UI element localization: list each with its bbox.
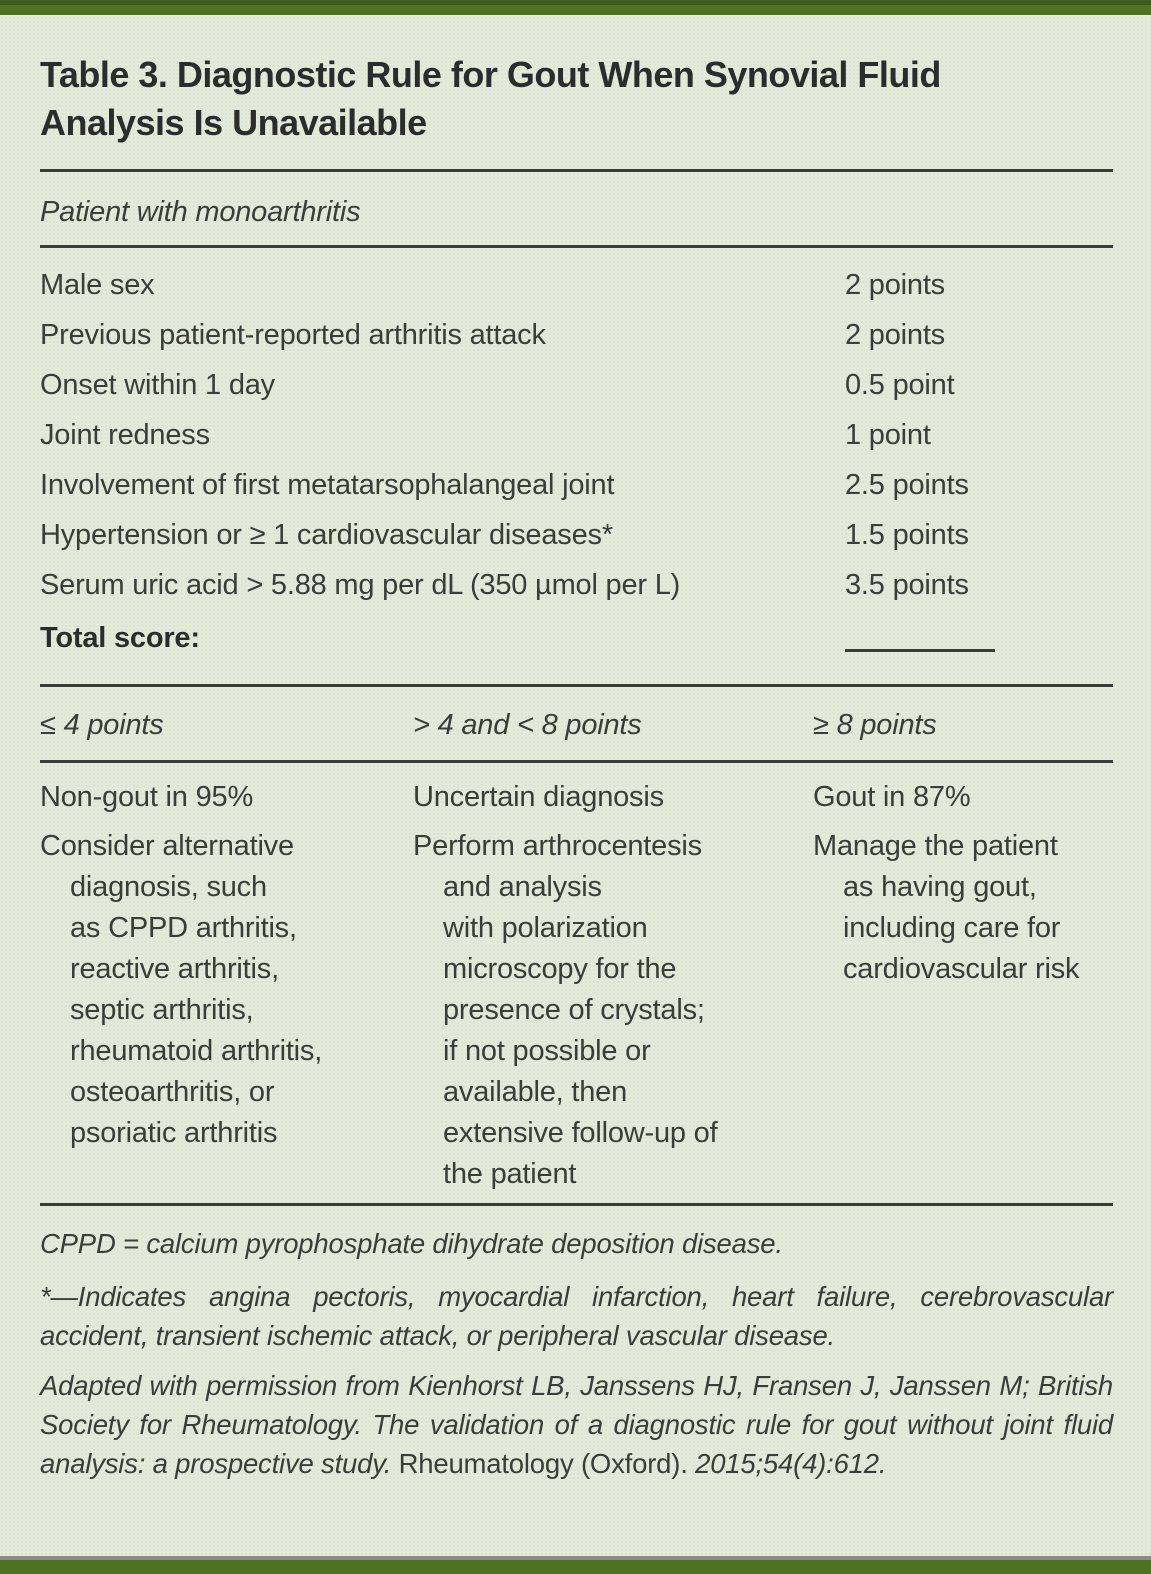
outcome-detail-mid — [413, 826, 813, 1195]
divider-under-patient-header — [40, 245, 1113, 248]
outcome-detail-line: osteoarthritis, or — [70, 1076, 275, 1108]
outcome-result-low: Non-gout in 95% — [40, 781, 254, 813]
criterion-points: 2.5 points — [845, 468, 969, 501]
outcome-detail-line: rheumatoid arthritis, — [70, 1035, 323, 1067]
criterion-row — [40, 560, 1113, 610]
total-score-row — [40, 612, 1113, 664]
outcome-detail-line: Manage the patient — [813, 830, 1058, 862]
criteria-table — [40, 260, 1113, 610]
outcome-detail-line: and analysis — [443, 871, 602, 903]
footnote-asterisk: *—Indicates angina pectoris, myocardial infarction, heart failure, cerebrovascular accident, transient ischemic attack, or peripheral vascular disease. — [40, 1281, 1113, 1351]
outcome-detail-line: available, then — [443, 1076, 628, 1108]
table-title-line: Analysis Is Unavailable — [40, 102, 427, 143]
footnote-citation-part: 2015;54(4):612. — [695, 1448, 887, 1479]
criterion-row — [40, 310, 1113, 360]
patient-header: Patient with monoarthritis — [40, 196, 361, 228]
outcome-detail-line: including care for — [843, 912, 1061, 944]
outcome-detail-line: as CPPD arthritis, — [70, 912, 297, 944]
outcome-detail-line: cardiovascular risk — [843, 953, 1080, 985]
outcome-column-low — [40, 777, 413, 1195]
criterion-label: Male sex — [40, 268, 155, 301]
criterion-label: Joint redness — [40, 418, 210, 451]
outcome-result-high: Gout in 87% — [813, 781, 971, 813]
range-header-mid: > 4 and < 8 points — [413, 709, 642, 741]
outcome-detail-line: diagnosis, such — [70, 871, 267, 903]
criterion-points: 1.5 points — [845, 518, 969, 551]
outcome-detail-line: presence of crystals; — [443, 994, 705, 1026]
outcome-detail-low — [40, 826, 413, 1154]
outcome-detail-line: as having gout, — [843, 871, 1037, 903]
outcome-detail-line: psoriatic arthritis — [70, 1117, 278, 1149]
criterion-row — [40, 460, 1113, 510]
outcome-result-mid: Uncertain diagnosis — [413, 781, 664, 813]
outcome-column-high — [813, 777, 1113, 1195]
criterion-row — [40, 410, 1113, 460]
criterion-row — [40, 510, 1113, 560]
criterion-points: 1 point — [845, 418, 931, 451]
outcome-detail-line: reactive arthritis, — [70, 953, 279, 985]
range-header-low: ≤ 4 points — [40, 709, 164, 741]
outcome-detail-line: with polarization — [443, 912, 648, 944]
footnote-citation-part: Rheumatology (Oxford). — [398, 1448, 696, 1479]
criterion-points: 0.5 point — [845, 368, 955, 401]
outcome-detail-line: septic arthritis, — [70, 994, 254, 1026]
criterion-label: Onset within 1 day — [40, 368, 275, 401]
criterion-row — [40, 360, 1113, 410]
criterion-label: Hypertension or ≥ 1 cardiovascular diseases* — [40, 518, 613, 551]
outcome-detail-line: Consider alternative — [40, 830, 294, 862]
outcome-detail-line: Perform arthrocentesis — [413, 830, 702, 862]
criterion-points: 3.5 points — [845, 568, 969, 601]
criterion-label: Previous patient-reported arthritis attack — [40, 318, 546, 351]
criterion-points: 2 points — [845, 318, 945, 351]
top-accent-bar — [0, 0, 1151, 15]
criterion-points: 2 points — [845, 268, 945, 301]
total-score-cell — [845, 616, 1113, 660]
divider-above-footnotes — [40, 1203, 1113, 1206]
range-header-high: ≥ 8 points — [813, 709, 937, 741]
bottom-accent-bar — [0, 1560, 1151, 1574]
footnote-abbreviation: CPPD = calcium pyrophosphate dihydrate deposition disease. — [40, 1228, 783, 1259]
outcome-detail-line: if not possible or — [443, 1035, 651, 1067]
score-range-header-row — [40, 687, 1113, 760]
outcome-detail-line: extensive follow-up of — [443, 1117, 718, 1149]
outcome-column-mid — [413, 777, 813, 1195]
outcome-columns — [40, 763, 1113, 1195]
outcome-detail-line: the patient — [443, 1158, 577, 1190]
divider-top — [40, 169, 1113, 172]
outcome-detail-high — [813, 826, 1113, 990]
footnote-citation — [40, 1366, 1113, 1483]
criterion-label: Involvement of first metatarsophalangeal joint — [40, 468, 615, 501]
outcome-detail-line: microscopy for the — [443, 953, 677, 985]
total-score-blank-line — [845, 616, 995, 652]
footnote-citation-part: Adapted with permission from Kienhorst LB, Janssens HJ, Fransen J, Janssen M; British Society for Rheumatology. The validation of a diagnostic rule for gout without joint fluid analysis: a prospective study. — [40, 1370, 1113, 1479]
table-title — [40, 51, 1113, 147]
table-title-line: Table 3. Diagnostic Rule for Gout When Synovial Fluid — [40, 54, 941, 95]
table-content — [0, 51, 1151, 1483]
total-score-label: Total score: — [40, 621, 200, 654]
criterion-row — [40, 260, 1113, 310]
criterion-label: Serum uric acid > 5.88 mg per dL (350 µmol per L) — [40, 568, 681, 601]
